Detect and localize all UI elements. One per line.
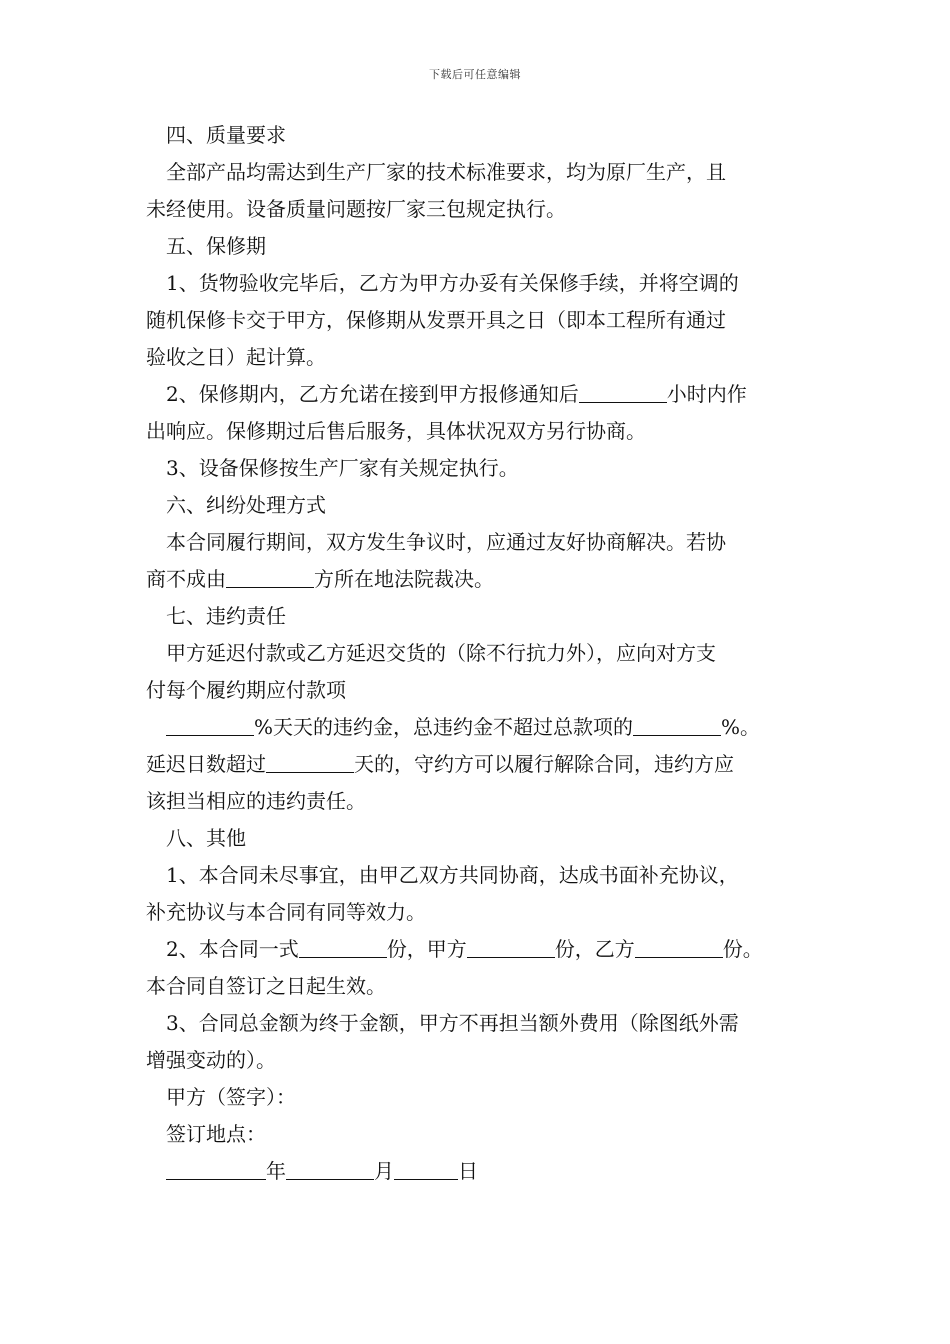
- paragraph-line: 未经使用。设备质量问题按厂家三包规定执行。: [146, 197, 566, 221]
- paragraph-line: 3、合同总金额为终于金额，甲方不再担当额外费用（除图纸外需: [166, 1011, 739, 1035]
- text-segment: 延迟日数超过: [146, 752, 266, 776]
- blank-day: [394, 1157, 458, 1180]
- paragraph-line: 甲方延迟付款或乙方延迟交货的（除不行抗力外），应向对方支: [166, 641, 716, 665]
- blank-max-penalty-rate: [633, 713, 721, 736]
- text-segment: 小时内作: [666, 382, 747, 406]
- text-segment: 份，乙方: [554, 937, 635, 961]
- text-segment: 2、本合同一式: [166, 937, 299, 961]
- blank-month: [286, 1157, 374, 1180]
- paragraph-line: 随机保修卡交于甲方，保修期从发票开具之日（即本工程所有通过: [146, 308, 726, 332]
- text-segment: 方所在地法院裁决。: [314, 567, 494, 591]
- paragraph-line: 补充协议与本合同有同等效力。: [146, 900, 426, 924]
- section-title-warranty: 五、保修期: [166, 234, 266, 258]
- blank-delay-days: [266, 750, 354, 773]
- date-day-label: 日: [458, 1159, 478, 1183]
- paragraph-line: [146, 376, 810, 413]
- paragraph-line: 该担当相应的违约责任。: [146, 789, 366, 813]
- blank-copies-party-a: [467, 935, 555, 958]
- date-month-label: 月: [374, 1159, 394, 1183]
- signing-place: 签订地点：: [166, 1122, 266, 1146]
- text-segment: %。: [721, 715, 761, 739]
- blank-daily-penalty-rate: [166, 713, 254, 736]
- paragraph-line: 全部产品均需达到生产厂家的技术标准要求，均为原厂生产，且: [166, 160, 726, 184]
- paragraph-line: 本合同履行期间，双方发生争议时，应通过友好协商解决。若协: [166, 530, 726, 554]
- text-segment: 商不成由: [146, 567, 226, 591]
- section-title-liability: 七、违约责任: [166, 604, 286, 628]
- section-title-quality: 四、质量要求: [166, 123, 286, 147]
- blank-copies-total: [299, 935, 387, 958]
- paragraph-line: 1、本合同未尽事宜，由甲乙双方共同协商，达成书面补充协议，: [166, 863, 739, 887]
- paragraph-line: [146, 709, 810, 746]
- blank-court-party: [226, 565, 314, 588]
- text-segment: 份，甲方: [386, 937, 467, 961]
- signing-date: [146, 1153, 810, 1190]
- section-title-other: 八、其他: [166, 826, 246, 850]
- paragraph-line: 1、货物验收完毕后，乙方为甲方办妥有关保修手续，并将空调的: [166, 271, 739, 295]
- paragraph-line: 出响应。保修期过后售后服务，具体状况双方另行协商。: [146, 419, 646, 443]
- signature-party-a: 甲方（签字）：: [166, 1085, 296, 1109]
- date-year-label: 年: [266, 1159, 286, 1183]
- text-segment: %天天的违约金，总违约金不超过总款项的: [254, 715, 634, 739]
- paragraph-line: 本合同自签订之日起生效。: [146, 974, 386, 998]
- blank-year: [166, 1157, 266, 1180]
- paragraph-line: [146, 746, 810, 783]
- page-header: 下载后可任意编辑: [429, 68, 521, 81]
- paragraph-line: 增强变动的）。: [146, 1048, 276, 1072]
- paragraph-line: 3、设备保修按生产厂家有关规定执行。: [166, 456, 519, 480]
- text-segment: 份。: [722, 937, 763, 961]
- paragraph-line: 付每个履约期应付款项: [146, 678, 346, 702]
- blank-response-hours: [579, 380, 667, 403]
- paragraph-line: [146, 931, 810, 968]
- document-body: [146, 117, 810, 1190]
- text-segment: 2、保修期内，乙方允诺在接到甲方报修通知后: [166, 382, 579, 406]
- section-title-dispute: 六、纠纷处理方式: [166, 493, 326, 517]
- paragraph-line: 验收之日）起计算。: [146, 345, 326, 369]
- paragraph-line: [146, 561, 810, 598]
- text-segment: 天的，守约方可以履行解除合同，违约方应: [354, 752, 734, 776]
- blank-copies-party-b: [635, 935, 723, 958]
